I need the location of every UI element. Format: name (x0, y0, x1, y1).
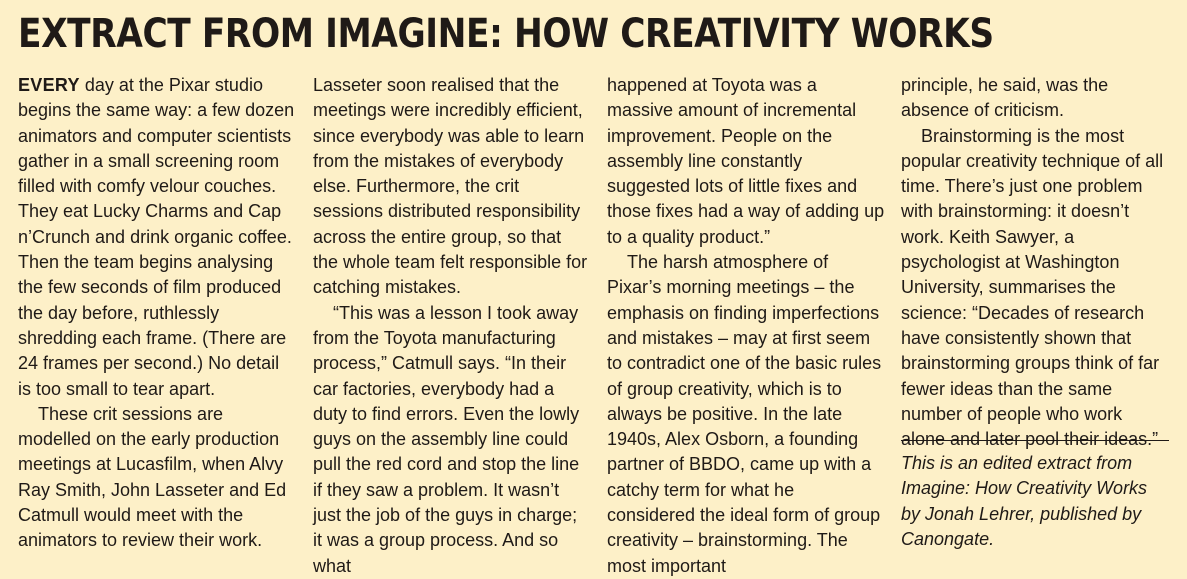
paragraph-3: “This was a lesson I took away from the Toyota manufacturing process,” Catmull says. “In their car factories, everybody had a duty to find errors. Even the lowly guys on the assembly line could pull the red cord and stop the line if they saw a problem. It wasn’t just the job of the guys in charge; it was a group process. And so what (313, 302, 580, 576)
paragraph-4-continued: principle, he said, was the absence of criticism. (901, 75, 1109, 121)
headline: EXTRACT FROM IMAGINE: HOW CREATIVITY WORKS (18, 11, 994, 57)
paragraph-4: The harsh atmosphere of Pixar’s morning meetings – the emphasis on finding imperfections and mistakes – may at first seem to contradict one of the basic rules of group creativity, which is to always be positive. In the late 1940s, Alex Osborn, a founding partner of BBDO, came up with a catchy term for what he considered the ideal form of group creativity – brainstorming. The most important (607, 252, 882, 576)
column-2 (313, 73, 591, 579)
credit-note: This is an edited extract from Imagine: How Creativity Works by Jonah Lehrer, published by Canongate. (901, 453, 1148, 549)
paragraph-1 (18, 73, 296, 402)
column-3 (607, 73, 885, 579)
paragraph-1-text: day at the Pixar studio begins the same way: a few dozen animators and computer scientists gather in a small screening room filled with comfy velour couches. They eat Lucky Charms and Cap n’Crunch and drink organic coffee. Then the team begins analysing the few seconds of film produced the day before, ruthlessly shredding each frame. (There are 24 frames per second.) No detail is too small to tear apart. (18, 75, 295, 399)
lead-word: EVERY (18, 75, 80, 95)
column-1 (18, 73, 296, 554)
paragraph-3-continued: happened at Toyota was a massive amount of incremental improvement. People on the assembly line constantly suggested lots of little fixes and those fixes had a way of adding up to a quality product.” (607, 75, 885, 247)
paragraph-2: These crit sessions are modelled on the early production meetings at Lucasfilm, when Alvy Ray Smith, John Lasseter and Ed Catmull would meet with the animators to review their work. (18, 403, 287, 551)
paragraph-5: Brainstorming is the most popular creativity technique of all time. There’s just one problem with brainstorming: it doesn’t work. Keith Sawyer, a psychologist at Washington University, summarises the science: “Decades of research have consistently shown that brainstorming groups think of far fewer ideas than the same number of people who work alone and later pool their ideas.” (901, 125, 1164, 450)
column-4 (901, 73, 1171, 452)
paragraph-2-continued: Lasseter soon realised that the meetings were incredibly efficient, since everybody was able to learn from the mistakes of everybody else. Furthermore, the crit sessions distributed responsibility across the entire group, so that the whole team felt responsible for catching mistakes. (313, 75, 588, 298)
divider (901, 440, 1169, 441)
